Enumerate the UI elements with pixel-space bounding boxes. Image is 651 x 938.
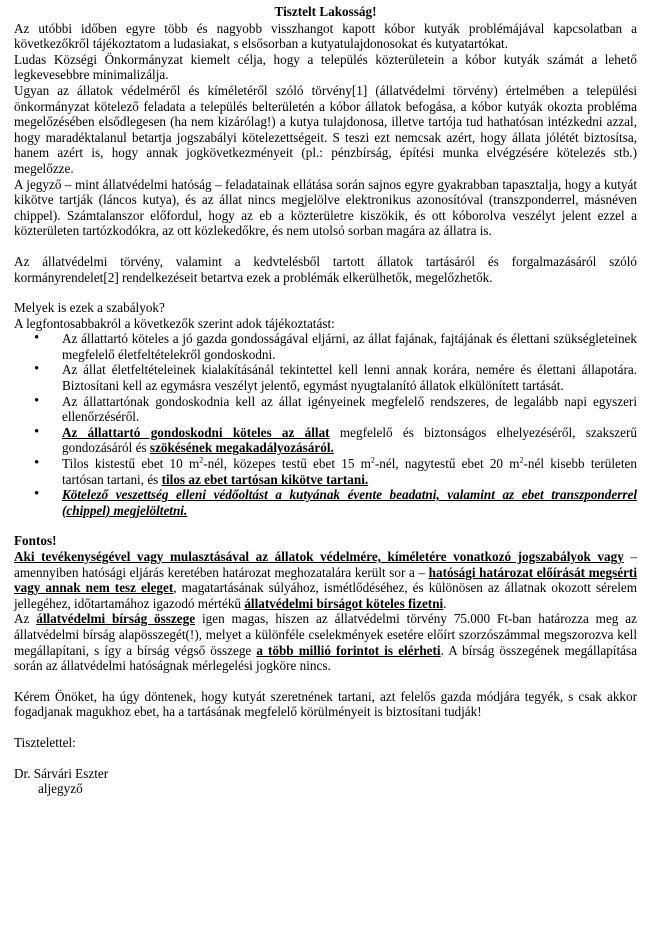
signature-name: Dr. Sárvári Eszter [14,765,109,781]
fontos-paragraph-1 [14,549,637,611]
intro-paragraph-4: A jegyző – mint állatvédelmi hatóság – feladatainak ellátása során sajnos egyre gyakrabban tapasztalja, hogy a kutyát kikötve tartják (láncos kutya), és az állat nincs megjelölve elektronikus azonosítóval (transzponderrel, másnéven chippel). Számtalanszor előfordul, hogy az eb a közterületre kiszökik, és ott kóborolva veszélyt jelent ezzel a közterületen tartózkodókra, az ott közlekedőkre, és nem utolsó sorban magára az állatra is. [14,176,637,239]
regards: Tisztelettel: [14,734,76,750]
text: Az [14,611,37,627]
rule-emphasis: Az állattartó gondoskodni köteles az állat [62,424,330,440]
spacer [14,285,637,300]
spacer [14,674,637,689]
emphasis: Aki tevékenységével vagy mulasztásával az állatok védelmére, kíméletére vonatkozó jogszabályok vagy [14,549,624,564]
emphasis: hatósági határozat előírását megsérti vagy annak nem tesz eleget [14,564,637,596]
spacer [14,239,637,254]
law-paragraph: Az állatvédelmi törvény, valamint a kedvtelésből tartott állatok tartásáról és forgalmazásáról szóló kormányrendelet[2] rendelkezéseit betartva ezek a problémák elkerülhetők, megelőzhetők. [14,253,637,285]
emphasis: állatvédelmi bírságot köteles fizetni [244,595,444,611]
rules-question: Melyek is ezek a szabályok? [14,300,165,316]
text: . [443,595,447,611]
rule-item-5 [62,456,637,487]
spacer [14,720,637,735]
rule-text: Az állattartó köteles a jó gazda gondosságával eljárni, az állat fajának, fajtájának és élettani szükségleteinek megfelelő életfeltételekről gondoskodni. [62,331,637,362]
rule-item-2 [62,362,637,393]
signature-role: aljegyző [38,781,83,797]
rule-item-3 [62,394,637,425]
rule-text: -nél, nagytestű ebet 20 m [374,456,520,472]
rules-list [14,331,637,518]
rule-text: Az állattartónak gondoskodnia kell az állat igényeinek megfelelő rendszeres, de legalább napi egyszeri ellenőrzéséről. [62,393,637,425]
rule-emphasis: Kötelező veszettség elleni védőoltást a kutyának évente beadatni, valamint az ebet transzponderrel (chippel) megjelöltetni. [62,487,637,518]
intro-paragraph-1: Az utóbbi időben egyre több és nagyobb visszhangot kapott kóbor kutyák problémájával kapcsolatban a következőkről tájékoztatom a ludasiakat, s elsősorban a kutyatulajdonosokat és kutyatartókat. [14,20,637,52]
rule-emphasis: szökésének megakadályozásáról. [149,440,334,456]
rule-item-1 [62,331,637,362]
rule-text: Az állat életfeltételeinek kialakításánál tekintettel kell lenni annak korára, nemére és élettani állapotára. Biztosítani kell az egymásra veszélyt jelentő, egymást nyugtalanító állatok elkülönített tartását. [62,362,637,394]
text: . A bírság összegének megállapítása során az állatvédelmi hatóságnak mérlegelési jogköre nincs. [14,642,637,674]
document-title: Tisztelt Lakosság! [274,4,377,19]
text: – amennyiben hatósági eljárás keretében határozat meghozatalára került sor a – [14,549,638,580]
rule-text: Tilos kistestű ebet 10 m [62,456,200,472]
rule-item-6 [62,487,637,518]
rule-text: -nél kisebb területen tartósan tartani, és [62,456,637,487]
intro-paragraph-2: Ludas Községi Önkormányzat kiemelt célja, hogy a település közterületein a kóbor kutyák számát a lehető legkevesebbre minimalizálja. [14,51,637,83]
text: igen magas, hiszen az állatvédelmi törvény 75.000 Ft-ban határozza meg az állatvédelmi bírság alapösszegét(!), melyet a különféle cselekmények esetére előírt szorzószámmal megszorozva kell megállapítani, s így a bírság végső összege [14,611,637,658]
fontos-heading: Fontos! [14,533,57,549]
superscript: 2 [370,455,375,465]
rule-emphasis: tilos az ebet tartósan kikötve tartani. [161,471,369,487]
spacer [14,518,637,533]
emphasis: a több millió forintot is elérheti [256,642,441,658]
spacer [14,751,637,766]
superscript: 2 [519,455,524,465]
closing-paragraph: Kérem Önöket, ha úgy döntenek, hogy kutyát szeretnének tartani, azt felelős gazda módjára tegyék, s csak akkor fogadjanak magukhoz ebet, ha a tartásának megfelelő körülményeit is biztosítani tudják! [14,688,637,720]
rule-text: -nél, közepes testű ebet 15 m [203,456,371,472]
text: , magatartásának súlyához, ismétlődéséhez, és különösen az állatnak okozott sérelem jellegéhez, időtartamához igazodó mértékű [14,580,637,611]
fontos-paragraph-2 [14,611,637,673]
rule-text: megfelelő és biztonságos elhelyezéséről, szakszerű gondozásáról és [62,424,637,456]
superscript: 2 [199,455,204,465]
rules-intro: A legfontosabbakról a következők szerint adok tájékoztatást: [14,315,335,331]
intro-paragraph-3: Ugyan az állatok védelméről és kíméletéről szóló törvény[1] (állatvédelmi törvény) értelmében a települési önkormányzat kötelező feladata a település belterületén a kóbor állatok befogása, a kóbor kutyák okozta probléma megelőzésében elsődlegesen (ha nem kizárólag!) a kutya tulajdonosa, illetve tartója tud hathatósan intézkedni azzal, hogy maradéktalanul betartja jogszabályi kötelezettségeit. S teszi ezt nemcsak azért, hogy állata jólétét biztosítsa, hanem azért is, hogy annak jogkövetkezményeit (pl.: pénzbírság, építési munka elvégzésére kötelezés stb.) megelőzze. [14,82,637,176]
emphasis: állatvédelmi bírság összege [36,611,196,627]
rule-item-4 [62,425,637,456]
